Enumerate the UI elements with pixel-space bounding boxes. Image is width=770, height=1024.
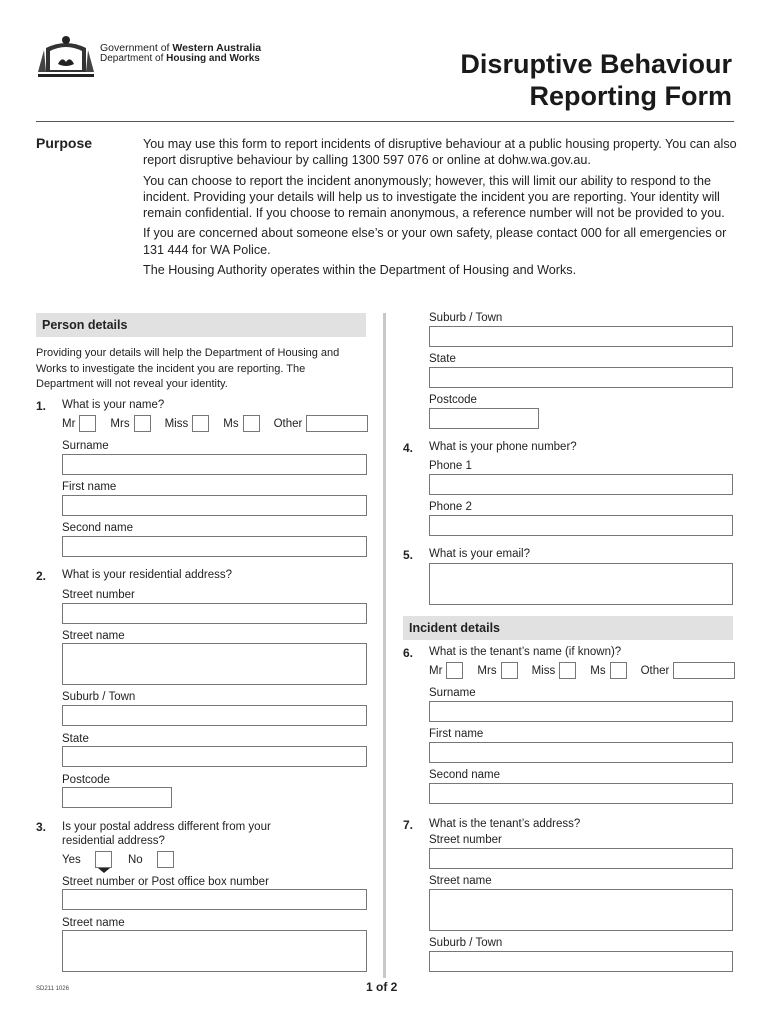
postal-street-number-field[interactable] <box>62 889 367 910</box>
arrow-down-icon <box>98 868 110 873</box>
q2-postcode-label: Postcode <box>429 394 477 406</box>
street-name-field[interactable] <box>62 643 367 685</box>
street-name-label: Street name <box>62 630 125 642</box>
q6-title-options <box>429 662 735 679</box>
title-mrs-checkbox[interactable] <box>134 415 151 432</box>
tenant-first-name-field[interactable] <box>429 742 733 763</box>
title-mr-checkbox[interactable] <box>79 415 96 432</box>
title-mr-label: Mr <box>62 417 76 430</box>
q6-text: What is the tenant’s name (if known)? <box>429 646 622 658</box>
q6-number: 6. <box>403 646 414 660</box>
surname-field[interactable] <box>62 454 367 475</box>
tenant-street-number-field[interactable] <box>429 848 733 869</box>
page-number: 1 of 2 <box>366 980 398 994</box>
tenant-surname-field[interactable] <box>429 701 733 722</box>
postcode-field[interactable] <box>62 787 172 808</box>
email-field[interactable] <box>429 563 733 605</box>
q3-number: 3. <box>36 820 47 834</box>
q2-postcode-field[interactable] <box>429 408 539 429</box>
q1-number: 1. <box>36 399 47 413</box>
title-miss-label: Miss <box>164 417 189 430</box>
tenant-title-miss-label: Miss <box>531 664 556 677</box>
no-label: No <box>128 854 143 866</box>
wa-crest-logo <box>36 34 96 78</box>
q2-text: What is your residential address? <box>62 569 233 581</box>
q4-number: 4. <box>403 441 414 455</box>
state-field[interactable] <box>62 746 367 767</box>
form-code: SD211 1026 <box>36 986 69 992</box>
q1-title-options <box>62 415 368 432</box>
q2-suburb-field[interactable] <box>429 326 733 347</box>
yes-label: Yes <box>62 854 81 866</box>
phone1-field[interactable] <box>429 474 733 495</box>
tenant-second-name-field[interactable] <box>429 783 733 804</box>
second-name-label: Second name <box>62 522 133 534</box>
tenant-title-other-field[interactable] <box>673 662 735 679</box>
tenant-title-ms-label: Ms <box>590 664 606 677</box>
postal-street-number-label: Street number or Post office box number <box>62 876 269 888</box>
phone1-label: Phone 1 <box>429 460 472 472</box>
purpose-paragraph: If you are concerned about someone else’s or your own safety, please contact 000 for all emergencies or 131 444 for WA Police. <box>143 226 727 257</box>
purpose-paragraph: You may use this form to report incidents of disruptive behaviour at a public housing property. You can also report disruptive behaviour by calling 1300 597 076 or online at dohw.wa.gov.au. <box>143 137 737 168</box>
q2-state-field[interactable] <box>429 367 733 388</box>
q5-text: What is your email? <box>429 548 530 560</box>
tenant-title-mrs-checkbox[interactable] <box>501 662 518 679</box>
title-other-label: Other <box>273 417 303 430</box>
tenant-title-other-label: Other <box>640 664 670 677</box>
tenant-title-mr-label: Mr <box>429 664 443 677</box>
tenant-title-miss-checkbox[interactable] <box>559 662 576 679</box>
form-title: Disruptive Behaviour Reporting Form <box>460 49 732 111</box>
header-divider <box>36 121 734 122</box>
suburb-label: Suburb / Town <box>62 691 136 703</box>
q7-text: What is the tenant’s address? <box>429 818 581 830</box>
tenant-street-number-label: Street number <box>429 834 502 846</box>
government-label: Government of Western Australia <box>100 42 262 54</box>
title-other-field[interactable] <box>306 415 368 432</box>
tenant-first-name-label: First name <box>429 728 484 740</box>
tenant-title-mrs-label: Mrs <box>477 664 497 677</box>
person-intro-text: Providing your details will help the Department of Housing and Works to investigate the incident you are reporting. The Department will not reveal your identity. <box>36 347 340 390</box>
title-ms-checkbox[interactable] <box>243 415 260 432</box>
phone2-label: Phone 2 <box>429 501 472 513</box>
street-number-label: Street number <box>62 589 135 601</box>
q3-text: Is your postal address different from your residential address? <box>62 821 271 847</box>
street-number-field[interactable] <box>62 603 367 624</box>
no-checkbox[interactable] <box>157 851 174 868</box>
yes-checkbox[interactable] <box>95 851 112 868</box>
postal-street-name-field[interactable] <box>62 930 367 972</box>
q2-suburb-label: Suburb / Town <box>429 312 503 324</box>
tenant-street-name-field[interactable] <box>429 889 733 931</box>
purpose-text <box>143 136 743 282</box>
q4-text: What is your phone number? <box>429 441 577 453</box>
postal-street-name-label: Street name <box>62 917 125 929</box>
state-label: State <box>62 733 89 745</box>
tenant-suburb-label: Suburb / Town <box>429 937 503 949</box>
surname-label: Surname <box>62 440 109 452</box>
column-divider <box>383 313 386 978</box>
first-name-label: First name <box>62 481 117 493</box>
title-mrs-label: Mrs <box>110 417 130 430</box>
incident-details-heading: Incident details <box>403 616 733 640</box>
q1-text: What is your name? <box>62 399 165 411</box>
q7-number: 7. <box>403 818 414 832</box>
q5-number: 5. <box>403 548 414 562</box>
tenant-surname-label: Surname <box>429 687 476 699</box>
q2-state-label: State <box>429 353 456 365</box>
tenant-street-name-label: Street name <box>429 875 492 887</box>
person-details-heading: Person details <box>36 313 366 337</box>
department-label: Department of Housing and Works <box>100 53 260 64</box>
tenant-title-ms-checkbox[interactable] <box>610 662 627 679</box>
q2-number: 2. <box>36 569 47 583</box>
title-ms-label: Ms <box>223 417 239 430</box>
first-name-field[interactable] <box>62 495 367 516</box>
suburb-field[interactable] <box>62 705 367 726</box>
purpose-paragraph: The Housing Authority operates within the Department of Housing and Works. <box>143 263 577 278</box>
tenant-suburb-field[interactable] <box>429 951 733 972</box>
phone2-field[interactable] <box>429 515 733 536</box>
purpose-heading: Purpose <box>36 135 93 151</box>
postcode-label: Postcode <box>62 774 110 786</box>
purpose-paragraph: You can choose to report the incident anonymously; however, this will limit our ability to respond to the incident. Providing your details will help us to investigate the incident you are reporting. Your identity will remain confidential. If you choose to remain anonymous, a reference number will not be provided to you. <box>143 173 725 221</box>
tenant-second-name-label: Second name <box>429 769 500 781</box>
tenant-title-mr-checkbox[interactable] <box>446 662 463 679</box>
second-name-field[interactable] <box>62 536 367 557</box>
title-miss-checkbox[interactable] <box>192 415 209 432</box>
